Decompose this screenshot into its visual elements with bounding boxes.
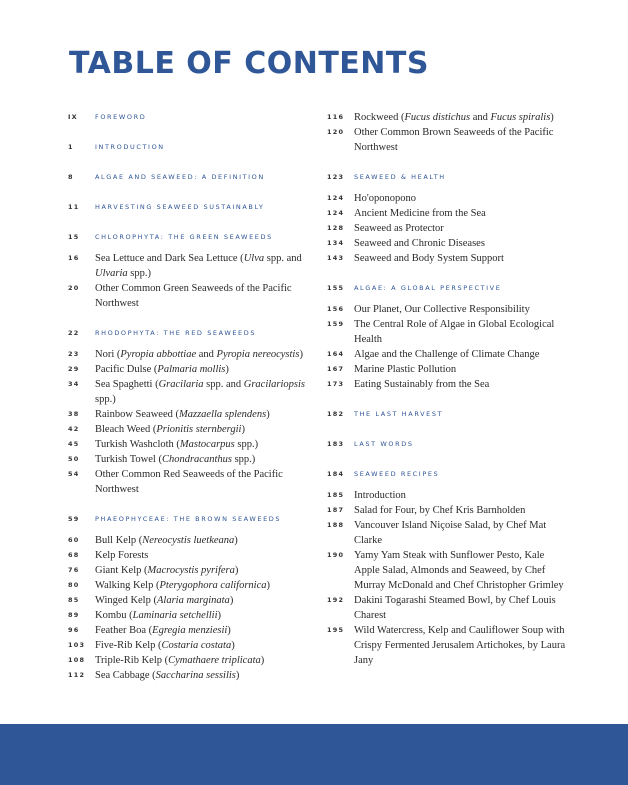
page-number: 128 [327,224,345,232]
toc-entry [327,347,567,362]
toc-entry [68,563,308,578]
entry-title: Marine Plastic Pollution [354,364,457,375]
toc-entry [68,623,308,638]
page-number: 103 [68,641,86,649]
toc-entry [327,593,567,623]
page-number: 34 [68,380,80,388]
page-number: 15 [68,233,80,241]
page-number: 50 [68,455,80,463]
toc-entry [68,467,308,497]
toc-entry [327,518,567,548]
page-number: 190 [327,551,345,559]
entry-title: Turkish Towel (Chondracanthus spp.) [95,454,256,465]
toc-entry [68,593,308,608]
entry-title: Dakini Togarashi Steamed Bowl, by Chef Louis Charest [354,595,556,621]
toc-entry [327,251,567,266]
toc-entry [327,548,567,593]
toc-entry [68,578,308,593]
entry-title: ALGAE: A GLOBAL PERSPECTIVE [354,284,502,292]
page-number: 1 [68,143,74,151]
page-number: 164 [327,350,345,358]
entry-title: Other Common Red Seaweeds of the Pacific Northwest [95,469,283,495]
page-number: 192 [327,596,345,604]
toc-section-heading [68,110,308,125]
toc-entry [68,251,308,281]
entry-title: SEAWEED RECIPES [354,470,440,478]
entry-title: Ho'oponopono [354,193,416,204]
entry-title: Eating Sustainably from the Sea [354,379,490,390]
entry-title: Winged Kelp (Alaria marginata) [95,595,234,606]
page-number: 60 [68,536,80,544]
page-number: 112 [68,671,86,679]
toc-entry [68,548,308,563]
entry-title: HARVESTING SEAWEED SUSTAINABLY [95,203,265,211]
toc-section-heading [68,230,308,245]
toc-entry [327,221,567,236]
toc-entry [327,125,567,155]
entry-title: Sea Cabbage (Saccharina sessilis) [95,670,240,681]
toc-section-heading [327,170,567,185]
toc-section-heading [68,326,308,341]
page-number: 116 [327,113,345,121]
entry-title: Walking Kelp (Pterygophora californica) [95,580,271,591]
toc-entry [327,362,567,377]
entry-title: CHLOROPHYTA: THE GREEN SEAWEEDS [95,233,273,241]
toc-entry [327,236,567,251]
entry-title: Our Planet, Our Collective Responsibility [354,304,530,315]
page-number: 155 [327,284,345,292]
toc-section-heading [327,467,567,482]
toc-entry [327,488,567,503]
entry-title: Sea Lettuce and Dark Sea Lettuce (Ulva spp. and Ulvaria spp.) [95,253,302,279]
page-number: 22 [68,329,80,337]
entry-title: Triple-Rib Kelp (Cymathaere triplicata) [95,655,265,666]
entry-title: Wild Watercress, Kelp and Cauliflower Soup with Crispy Fermented Jerusalem Artichokes, by Laura Jany [354,625,566,666]
entry-title: Other Common Brown Seaweeds of the Pacific Northwest [354,127,554,153]
page-title: TABLE OF CONTENTS [69,46,429,81]
toc-section-heading [68,200,308,215]
entry-title: Sea Spaghetti (Gracilaria spp. and Gracilariopsis spp.) [95,379,306,405]
page-number: 80 [68,581,80,589]
toc-entry [327,623,567,668]
entry-title: Rainbow Seaweed (Mazzaella splendens) [95,409,270,420]
page-number: 16 [68,254,80,262]
page-number: 68 [68,551,80,559]
entry-title: Other Common Green Seaweeds of the Pacific Northwest [95,283,292,309]
entry-title: Seaweed and Chronic Diseases [354,238,485,249]
entry-title: Yamy Yam Steak with Sunflower Pesto, Kale Apple Salad, Almonds and Seaweed, by Chef Murray McDonald and Chef Christopher Grimley [354,550,564,591]
toc-column-right [327,110,567,668]
entry-title: Salad for Four, by Chef Kris Barnholden [354,505,526,516]
page-number: 156 [327,305,345,313]
entry-title: Algae and the Challenge of Climate Change [354,349,540,360]
entry-title: RHODOPHYTA: THE RED SEAWEEDS [95,329,257,337]
entry-title: Vancouver Island Niçoise Salad, by Chef Mat Clarke [354,520,547,546]
page-number: 185 [327,491,345,499]
page-number: 76 [68,566,80,574]
toc-section-heading [68,140,308,155]
entry-title: Turkish Washcloth (Mastocarpus spp.) [95,439,259,450]
page-number: 59 [68,515,80,523]
entry-title: LAST WORDS [354,440,414,448]
page-number: 23 [68,350,80,358]
toc-entry [68,377,308,407]
entry-title: Seaweed as Protector [354,223,444,234]
entry-title: Kelp Forests [95,550,149,561]
entry-title: SEAWEED & HEALTH [354,173,446,181]
entry-title: ALGAE AND SEAWEED: A DEFINITION [95,173,265,181]
toc-entry [327,317,567,347]
page-number: IX [68,113,78,121]
page-number: 187 [327,506,345,514]
page-number: 195 [327,626,345,634]
entry-title: Rockweed (Fucus distichus and Fucus spiralis) [354,112,554,123]
page-number: 42 [68,425,80,433]
toc-entry [68,347,308,362]
toc-entry [68,638,308,653]
page-number: 184 [327,470,345,478]
entry-title: Bull Kelp (Nereocystis luetkeana) [95,535,238,546]
toc-section-heading [327,407,567,422]
toc-entry [327,206,567,221]
toc-entry [327,110,567,125]
toc-section-heading [68,512,308,527]
page-number: 29 [68,365,80,373]
footer-band [0,724,628,785]
page-number: 54 [68,470,80,478]
entry-title: Bleach Weed (Prionitis sternbergii) [95,424,245,435]
page-number: 123 [327,173,345,181]
page-number: 182 [327,410,345,418]
toc-entry [327,503,567,518]
toc-entry [327,377,567,392]
page-number: 188 [327,521,345,529]
page-number: 38 [68,410,80,418]
entry-title: INTRODUCTION [95,143,165,151]
toc-entry [68,668,308,683]
entry-title: FOREWORD [95,113,147,121]
toc-entry [68,362,308,377]
page-number: 124 [327,194,345,202]
toc-entry [68,653,308,668]
toc-section-heading [327,281,567,296]
entry-title: Seaweed and Body System Support [354,253,504,264]
entry-title: Giant Kelp (Macrocystis pyrifera) [95,565,239,576]
entry-title: Feather Boa (Egregia menziesii) [95,625,231,636]
page-number: 167 [327,365,345,373]
page-number: 159 [327,320,345,328]
entry-title: Five-Rib Kelp (Costaria costata) [95,640,235,651]
page-number: 11 [68,203,80,211]
entry-title: The Central Role of Algae in Global Ecological Health [354,319,555,345]
toc-section-heading [68,170,308,185]
toc-column-left [68,110,308,683]
toc-entry [68,608,308,623]
page-number: 143 [327,254,345,262]
toc-section-heading [327,437,567,452]
entry-title: Ancient Medicine from the Sea [354,208,486,219]
page-number: 183 [327,440,345,448]
entry-title: PHAEOPHYCEAE: THE BROWN SEAWEEDS [95,515,282,523]
page-number: 85 [68,596,80,604]
page-number: 45 [68,440,80,448]
entry-title: THE LAST HARVEST [354,410,444,418]
toc-entry [327,191,567,206]
toc-entry [68,407,308,422]
page-number: 173 [327,380,345,388]
page-number: 96 [68,626,80,634]
page-number: 89 [68,611,80,619]
page-number: 108 [68,656,86,664]
entry-title: Pacific Dulse (Palmaria mollis) [95,364,229,375]
page-number: 124 [327,209,345,217]
toc-entry [68,422,308,437]
entry-title: Nori (Pyropia abbottiae and Pyropia nereocystis) [95,349,303,360]
page-number: 134 [327,239,345,247]
toc-entry [68,437,308,452]
toc-entry [68,281,308,311]
page-number: 8 [68,173,74,181]
toc-entry [327,302,567,317]
page-number: 120 [327,128,345,136]
entry-title: Introduction [354,490,406,501]
page-number: 20 [68,284,80,292]
toc-entry [68,533,308,548]
toc-entry [68,452,308,467]
entry-title: Kombu (Laminaria setchellii) [95,610,221,621]
